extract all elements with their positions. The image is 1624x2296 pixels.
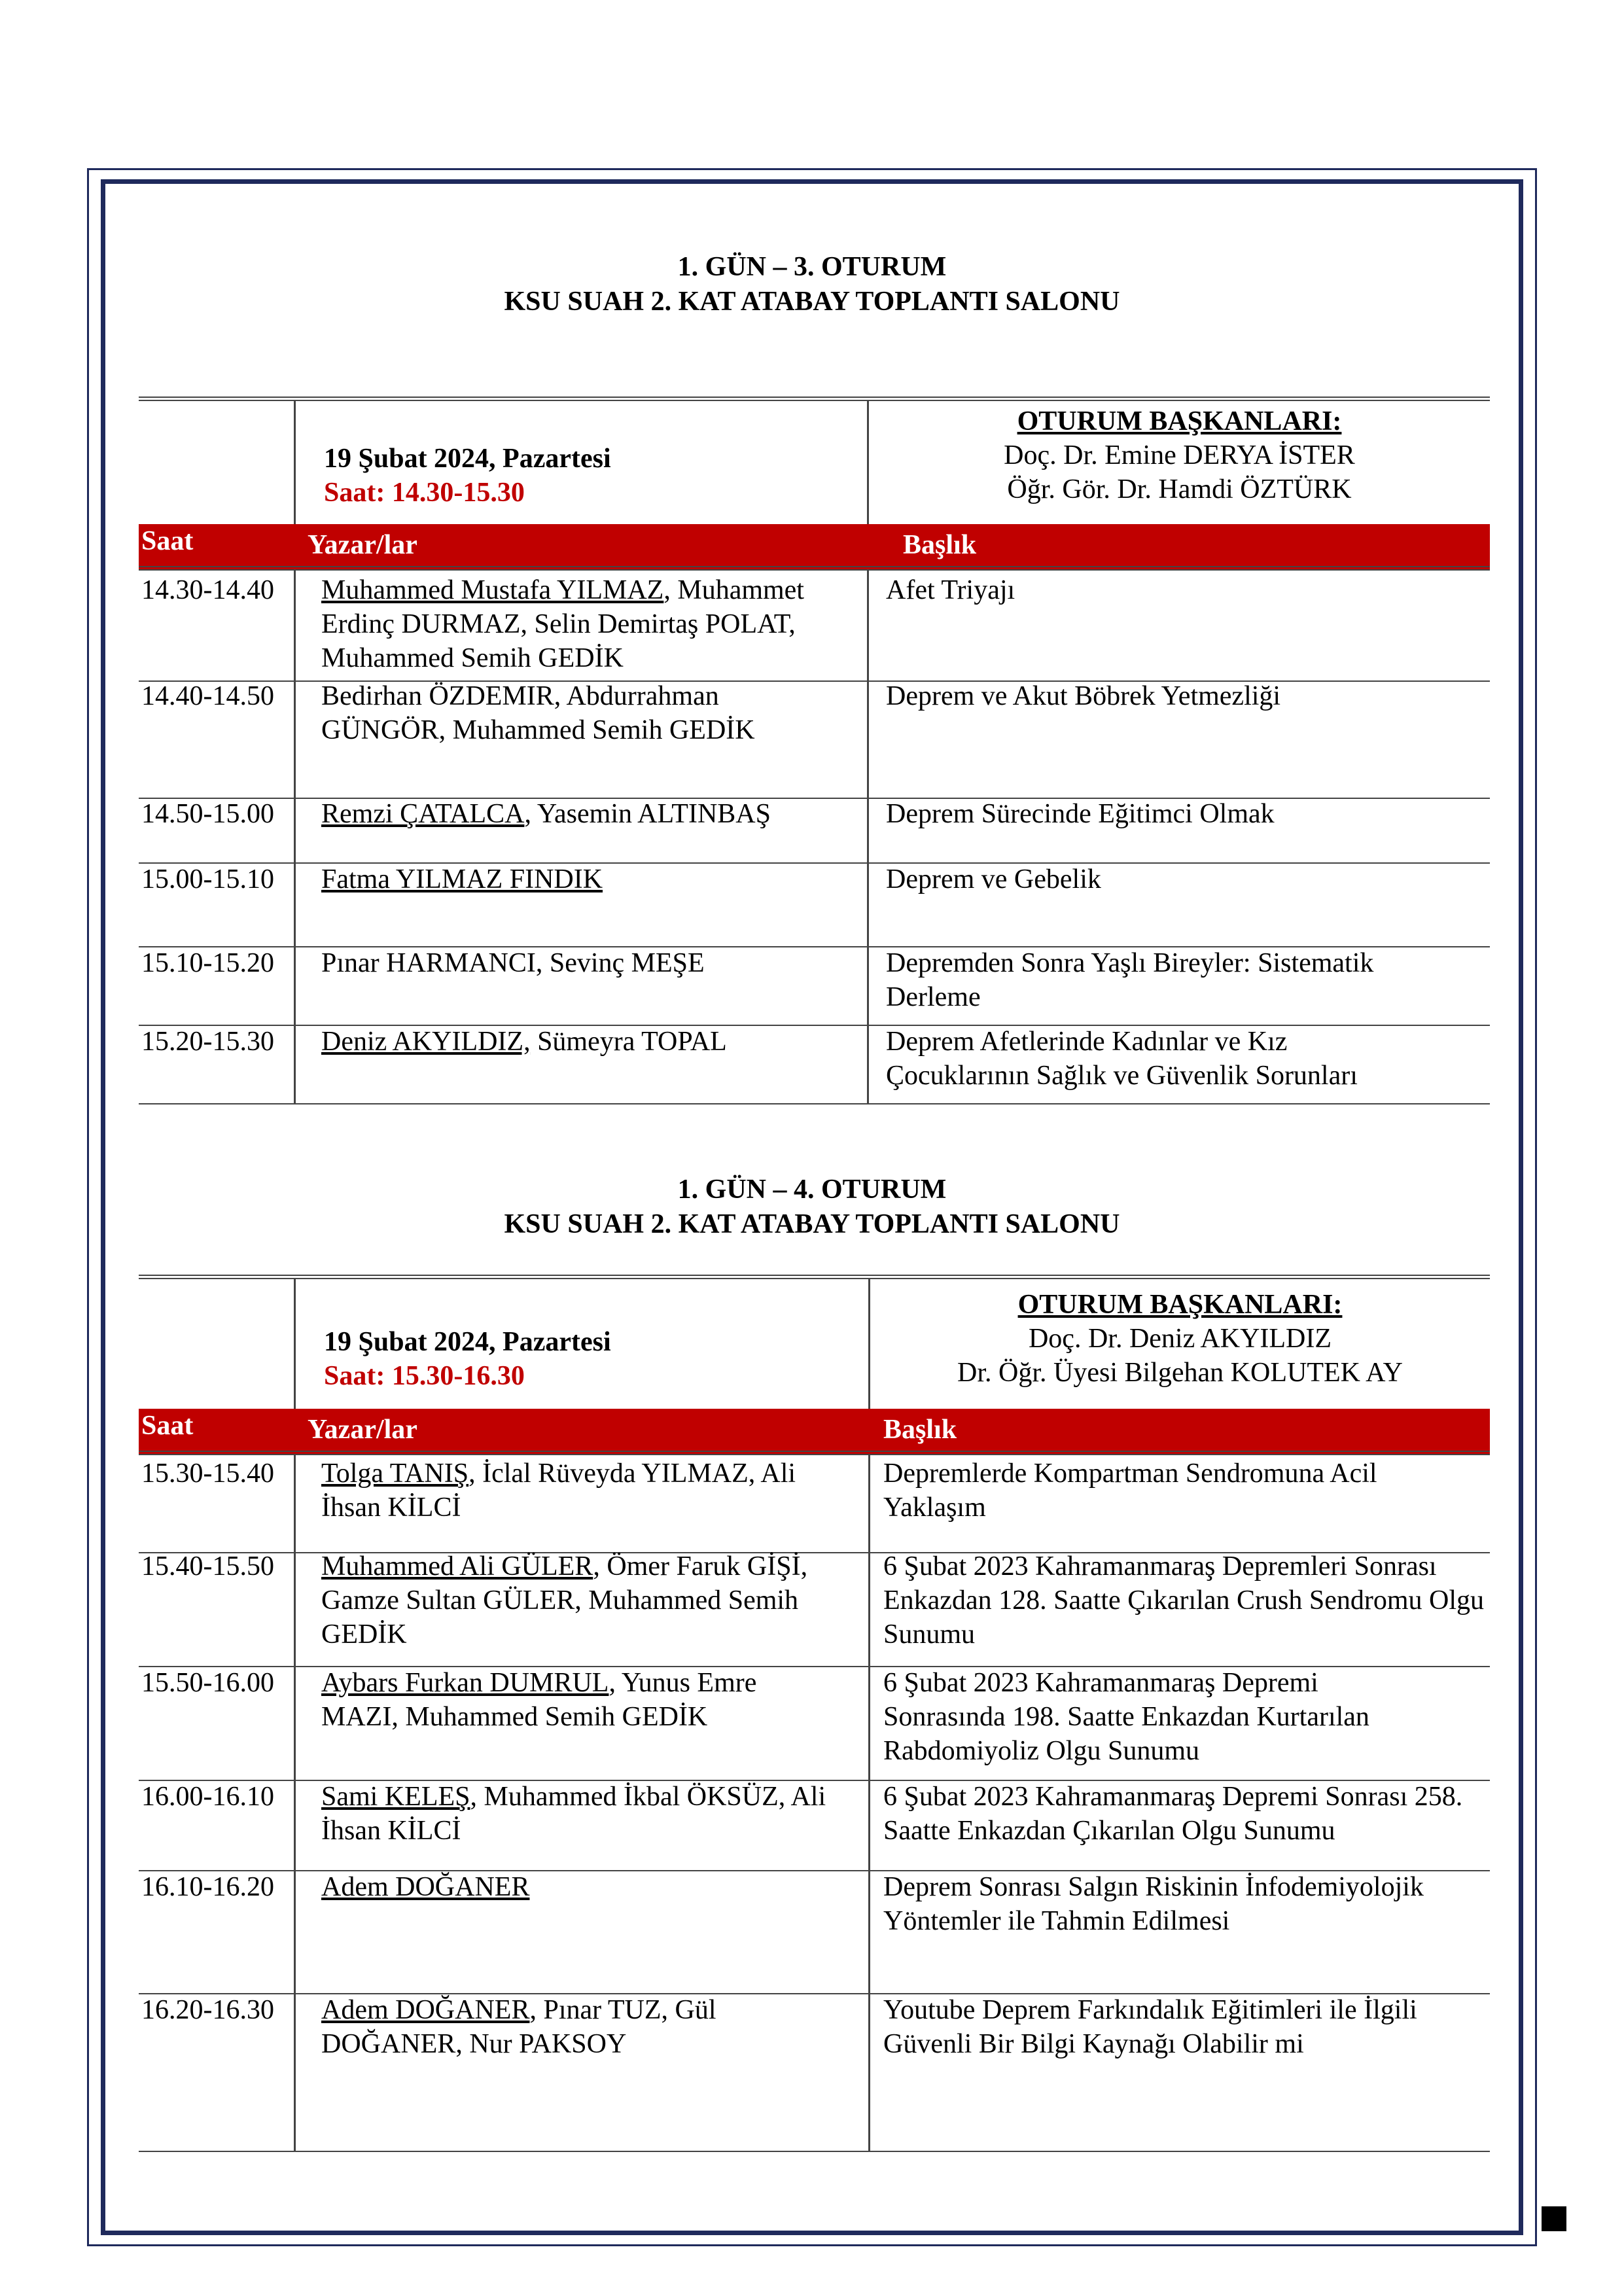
- presenter-name: Adem DOĞANER: [321, 1995, 530, 2025]
- presenter-name: Muhammed Ali GÜLER: [321, 1551, 593, 1581]
- co-authors: Sümeyra TOPAL: [530, 1027, 727, 1057]
- presenter-name: Remzi ÇATALCA: [321, 799, 525, 829]
- co-authors: , Ömer Faruk GİŞİ, Gamze Sultan GÜLER, Muhammed Semih GEDİK: [321, 1551, 808, 1650]
- session-4-date-block: [324, 1325, 611, 1393]
- row-title: 6 Şubat 2023 Kahramanmaraş Depremi Sonrası 258. Saatte Enkazdan Çıkarılan Olgu Sunumu: [883, 1782, 1463, 1846]
- session-3-title: 1. GÜN – 3. OTURUM: [677, 252, 947, 282]
- co-authors: , İclal Rüveyda YILMAZ, Ali İhsan KİLCİ: [321, 1458, 796, 1523]
- session-time: Saat: 14.30-15.30: [324, 478, 525, 508]
- chair-name: Öğr. Gör. Dr. Hamdi ÖZTÜRK: [1007, 474, 1352, 504]
- corner-mark: [1542, 2206, 1566, 2231]
- presenter-name: Deniz AKYILDIZ,: [321, 1027, 531, 1057]
- row-divider: [139, 1103, 1490, 1104]
- session-3-table: [139, 397, 1490, 1104]
- row-authors: [321, 679, 819, 747]
- row-time: 15.40-15.50: [141, 1551, 274, 1581]
- row-authors: [321, 797, 864, 831]
- header-authors: Yazar/lar: [308, 1415, 417, 1445]
- row-authors: [321, 573, 864, 675]
- row-time: 16.20-16.30: [141, 1995, 274, 2025]
- co-authors: , Muhammed İkbal ÖKSÜZ, Ali İhsan KİLCİ: [321, 1782, 826, 1846]
- row-divider: [139, 2151, 1490, 2152]
- divider: [868, 1455, 870, 2151]
- row-time: 15.10-15.20: [141, 948, 274, 978]
- session-date: 19 Şubat 2024, Pazartesi: [324, 1327, 611, 1357]
- row-time: 16.10-16.20: [141, 1872, 274, 1902]
- row-title: Deprem ve Gebelik: [886, 864, 1101, 894]
- row-authors: [321, 1457, 845, 1525]
- co-authors: Bedirhan ÖZDEMIR, Abdurrahman GÜNGÖR, Muhammed Semih GEDİK: [321, 681, 755, 745]
- presenter-name: Aybars Furkan DUMRUL: [321, 1668, 609, 1698]
- row-title: Deprem Afetlerinde Kadınlar ve Kız Çocuklarının Sağlık ve Güvenlik Sorunları: [886, 1027, 1358, 1091]
- session-4-chairs: [870, 1288, 1490, 1390]
- row-title: Deprem Sürecinde Eğitimci Olmak: [886, 799, 1275, 829]
- chairs-title: OTURUM BAŞKANLARI:: [1017, 1290, 1343, 1320]
- row-title: Depremlerde Kompartman Sendromuna Acil Yaklaşım: [883, 1458, 1377, 1523]
- chairs-title: OTURUM BAŞKANLARI:: [1017, 406, 1342, 436]
- session-3-date-block: [324, 442, 611, 510]
- co-authors: Pınar HARMANCI, Sevinç MEŞE: [321, 948, 705, 978]
- table-top-border: [139, 1275, 1490, 1279]
- row-title: Deprem Sonrası Salgın Riskinin İnfodemiyolojik Yöntemler ile Tahmin Edilmesi: [883, 1872, 1424, 1936]
- co-authors: , Yunus Emre MAZI, Muhammed Semih GEDİK: [321, 1668, 757, 1732]
- session-time: Saat: 15.30-16.30: [324, 1361, 525, 1391]
- presenter-name: Sami KELEŞ: [321, 1782, 470, 1812]
- row-time: 15.50-16.00: [141, 1668, 274, 1698]
- row-title: Afet Triyajı: [886, 575, 1015, 605]
- header-authors: Yazar/lar: [308, 530, 417, 560]
- row-authors: [321, 1870, 864, 1904]
- presenter-name: Fatma YILMAZ FINDIK: [321, 864, 603, 894]
- row-time: 16.00-16.10: [141, 1782, 274, 1812]
- row-title: Youtube Deprem Farkındalık Eğitimleri ile İlgili Güvenli Bir Bilgi Kaynağı Olabilir mi: [883, 1995, 1417, 2059]
- divider: [294, 1455, 296, 2151]
- row-time: 14.50-15.00: [141, 799, 274, 829]
- divider: [294, 1279, 296, 1409]
- row-time: 14.40-14.50: [141, 681, 274, 711]
- session-3-heading: [0, 250, 1624, 319]
- session-4-venue: KSU SUAH 2. KAT ATABAY TOPLANTI SALONU: [504, 1209, 1120, 1239]
- presenter-name: Muhammed Mustafa YILMAZ: [321, 575, 664, 605]
- co-authors: , Muhammet Erdinç DURMAZ, Selin Demirtaş POLAT, Muhammed Semih GEDİK: [321, 575, 804, 673]
- row-authors: [321, 1549, 864, 1651]
- session-4-header-row: [139, 1409, 1490, 1455]
- row-time: 15.30-15.40: [141, 1458, 274, 1489]
- presenter-name: Adem DOĞANER: [321, 1872, 530, 1902]
- header-title: Başlık: [883, 1415, 957, 1445]
- row-authors: [321, 1780, 864, 1848]
- row-authors: [321, 1993, 819, 2061]
- row-title: 6 Şubat 2023 Kahramanmaraş Depremi Sonrasında 198. Saatte Enkazdan Kurtarılan Rabdomiyoliz Olgu Sunumu: [883, 1668, 1369, 1766]
- co-authors: , Yasemin ALTINBAŞ: [524, 799, 771, 829]
- row-authors: [321, 1025, 864, 1059]
- header-title: Başlık: [903, 530, 977, 560]
- session-4-title: 1. GÜN – 4. OTURUM: [677, 1174, 947, 1205]
- session-date: 19 Şubat 2024, Pazartesi: [324, 444, 611, 474]
- chair-name: Doç. Dr. Emine DERYA İSTER: [1004, 440, 1355, 470]
- chair-name: Dr. Öğr. Üyesi Bilgehan KOLUTEK AY: [957, 1358, 1403, 1388]
- row-title: Depremden Sonra Yaşlı Bireyler: Sistematik Derleme: [886, 948, 1374, 1012]
- session-3-chairs: [869, 404, 1490, 506]
- row-time: 15.00-15.10: [141, 864, 274, 894]
- session-3-header-row: [139, 524, 1490, 571]
- row-authors: [321, 946, 864, 980]
- co-authors: , Pınar TUZ, Gül DOĞANER, Nur PAKSOY: [321, 1995, 716, 2059]
- session-4-heading: [0, 1173, 1624, 1242]
- session-4-table: [139, 1275, 1490, 2151]
- row-time: 15.20-15.30: [141, 1027, 274, 1057]
- divider: [294, 401, 296, 524]
- header-time: Saat: [141, 526, 194, 556]
- row-title: 6 Şubat 2023 Kahramanmaraş Depremleri Sonrası Enkazdan 128. Saatte Çıkarılan Crush Sendromu Olgu Sunumu: [883, 1551, 1484, 1650]
- header-time: Saat: [141, 1411, 194, 1441]
- row-title: Deprem ve Akut Böbrek Yetmezliği: [886, 681, 1281, 711]
- presenter-name: Tolga TANIŞ: [321, 1458, 469, 1489]
- session-3-venue: KSU SUAH 2. KAT ATABAY TOPLANTI SALONU: [504, 287, 1120, 317]
- table-top-border: [139, 397, 1490, 401]
- row-time: 14.30-14.40: [141, 575, 274, 605]
- row-authors: [321, 862, 864, 896]
- row-authors: [321, 1666, 832, 1734]
- chair-name: Doç. Dr. Deniz AKYILDIZ: [1028, 1324, 1332, 1354]
